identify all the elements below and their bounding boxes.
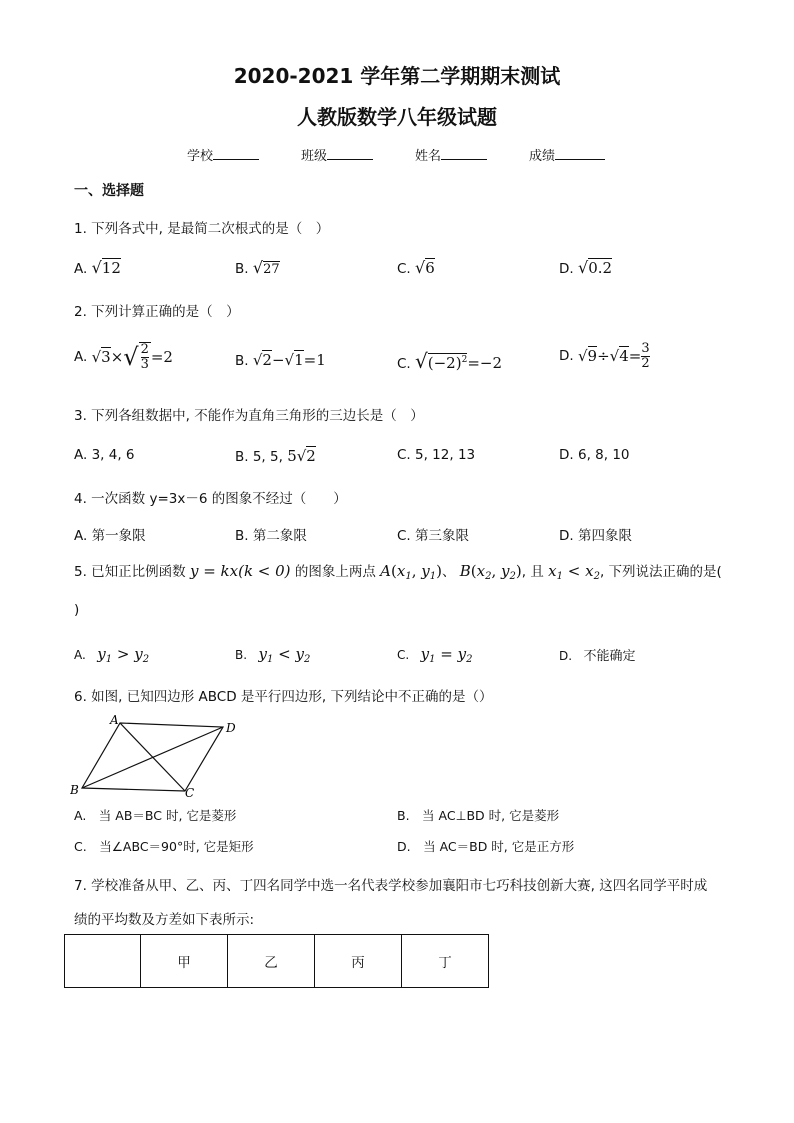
score-field: 成绩 <box>529 145 605 164</box>
name-field: 姓名 <box>415 145 487 164</box>
q1-option-c: C. √6 <box>397 258 435 277</box>
table-cell <box>65 935 141 988</box>
q4-option-d: D. 第四象限 <box>559 528 632 544</box>
question-1: 1. 下列各式中, 是最简二次根式的是（ ） <box>74 221 330 237</box>
question-3: 3. 下列各组数据中, 不能作为直角三角形的三边长是（ ） <box>74 408 424 424</box>
q3-option-a: A. 3, 4, 6 <box>74 447 135 463</box>
q1-option-b: B. √27 <box>235 258 280 277</box>
q2-option-a: A. √3 × √ $\frac{2}{3}$ =2 <box>74 342 173 372</box>
q5-option-a: A. $y_1 > y_2$ <box>74 645 150 665</box>
q2-option-d: D. √9 ÷ √4 = $\frac{3}{2}$ <box>559 341 650 371</box>
vertex-label-b: B <box>70 783 79 797</box>
score-table <box>64 934 489 988</box>
q6-option-d: D. 当 AC＝BD 时, 它是正方形 <box>397 839 575 854</box>
vertex-label-c: C <box>185 786 195 798</box>
q1-option-d: D. √0.2 <box>559 258 613 277</box>
section-heading: 一、选择题 <box>74 183 144 199</box>
table-cell: 丁 <box>402 935 489 988</box>
class-field: 班级 <box>301 145 373 164</box>
q4-option-c: C. 第三象限 <box>397 528 470 544</box>
question-2: 2. 下列计算正确的是（ ） <box>74 304 240 320</box>
q6-option-a: A. 当 AB＝BC 时, 它是菱形 <box>74 808 237 823</box>
question-5-close: ) <box>74 602 80 618</box>
q6-option-c: C. 当∠ABC＝90°时, 它是矩形 <box>74 839 254 854</box>
q5-option-b: B. $y_1 < y_2$ <box>235 645 311 665</box>
question-7-line2: 绩的平均数及方差如下表所示: <box>74 912 255 928</box>
q1-option-a: A. √12 <box>74 258 121 277</box>
q4-option-b: B. 第二象限 <box>235 528 307 544</box>
diagonal-bd <box>82 727 223 788</box>
table-cell: 丙 <box>315 935 402 988</box>
q2-option-c: C. $√(-2)^2=-2$ <box>397 349 503 373</box>
parallelogram-diagram <box>70 712 250 798</box>
table-cell: 乙 <box>228 935 315 988</box>
question-7-line1: 7. 学校准备从甲、乙、丙、丁四名同学中选一名代表学校参加襄阳市七巧科技创新大赛, 这四名同学平时成 <box>74 878 708 894</box>
q5-option-d: D. 不能确定 <box>559 649 636 664</box>
exam-subtitle: 人教版数学八年级试题 <box>297 105 497 129</box>
q3-option-c: C. 5, 12, 13 <box>397 447 476 463</box>
q4-option-a: A. 第一象限 <box>74 528 146 544</box>
q3-option-d: D. 6, 8, 10 <box>559 447 630 463</box>
q5-option-c: C. $y_1 = y_2$ <box>397 645 473 665</box>
school-field: 学校 <box>187 145 259 164</box>
q2-option-b: B. √2−√1=1 <box>235 351 326 369</box>
exam-title: 2020-2021 学年第二学期期末测试 <box>233 64 561 88</box>
question-4: 4. 一次函数 y=3x－6 的图象不经过（ ） <box>74 491 347 507</box>
table-cell: 甲 <box>141 935 228 988</box>
table-row <box>65 935 489 988</box>
vertex-label-a: A <box>110 713 119 727</box>
vertex-label-d: D <box>226 721 236 735</box>
q3-option-b: B. 5, 5, 5√2 <box>235 447 316 465</box>
question-6: 6. 如图, 已知四边形 ABCD 是平行四边形, 下列结论中不正确的是（） <box>74 689 493 705</box>
q6-option-b: B. 当 AC⊥BD 时, 它是菱形 <box>397 808 560 823</box>
question-5: 5. 已知正比例函数 y = kx(k < 0) 的图象上两点 $A(x_1$, $y_1$)、 $B(x_2$, $y_2$), 且 $x_1 < x_2$, 下列说法正确的是( <box>74 562 722 582</box>
